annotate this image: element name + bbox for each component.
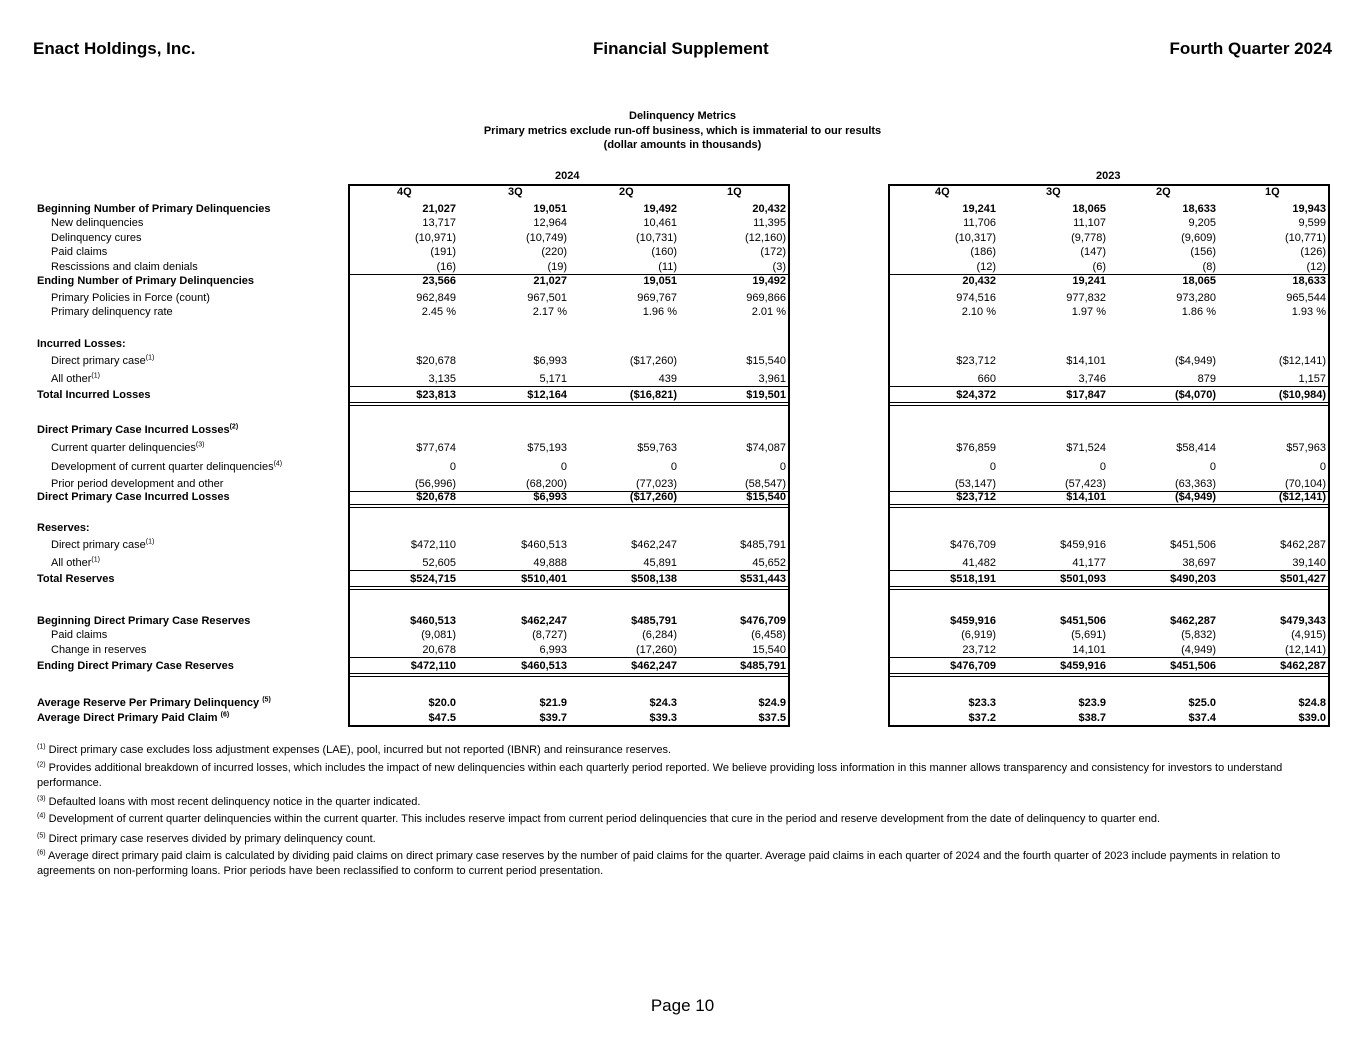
table-cell: 52,605	[422, 557, 456, 569]
table-cell: (147)	[1080, 246, 1106, 258]
table-cell: 0	[779, 461, 786, 473]
table-cell: $37.5	[758, 712, 786, 724]
row-label: Average Direct Primary Paid Claim $^{(6)}$	[37, 711, 230, 724]
table-cell: $23.9	[1078, 697, 1106, 709]
row-label: Direct Primary Case Incurred Losses$^{(2)}$	[37, 423, 239, 436]
table-cell: 45,652	[752, 557, 786, 569]
row-label: Reserves:	[37, 522, 90, 534]
footnote-marker: (1)	[91, 372, 100, 380]
table-cell: (186)	[970, 246, 996, 258]
table-cell: $462,247	[631, 539, 677, 551]
footnote: $^{(3)}$ Defaulted loans with most recent delinquency notice in the quarter indicated.	[37, 795, 421, 808]
table-cell: $71,524	[1066, 442, 1106, 454]
footnote-marker: (6)	[220, 711, 230, 719]
table-cell: (9,609)	[1181, 232, 1216, 244]
table-cell: 13,717	[422, 217, 456, 229]
row-label: Rescissions and claim denials	[51, 261, 198, 273]
table-cell: $39.7	[539, 712, 567, 724]
table-cell: (4,915)	[1291, 629, 1326, 641]
table-cell: $518,191	[950, 573, 996, 585]
table-cell: $59,763	[637, 442, 677, 454]
table-cell: 41,177	[1072, 557, 1106, 569]
table-cell: $510,401	[521, 573, 567, 585]
table-cell: (12,160)	[745, 232, 786, 244]
table-cell: $23,712	[956, 355, 996, 367]
table-cell: 19,943	[1292, 203, 1326, 215]
table-cell: 3,746	[1078, 373, 1106, 385]
table-cell: ($4,949)	[1175, 355, 1216, 367]
table-cell: 2.45 %	[421, 306, 456, 318]
table-cell: 19,492	[643, 203, 677, 215]
table-cell: $25.0	[1188, 697, 1216, 709]
table-cell: (8)	[1202, 261, 1216, 273]
table-cell: ($12,141)	[1278, 491, 1326, 503]
table-cell: 10,461	[643, 217, 677, 229]
table-cell: (10,971)	[415, 232, 456, 244]
row-label: Development of current quarter delinquencies$^{(4)}$	[51, 460, 283, 473]
table-cell: (10,749)	[526, 232, 567, 244]
table-cell: 977,832	[1066, 292, 1106, 304]
quarter-header: 2Q	[1156, 186, 1171, 198]
table-cell: $531,443	[740, 573, 786, 585]
year-header-2024: 2024	[555, 170, 580, 182]
row-underline	[890, 657, 1328, 658]
row-label: Ending Number of Primary Delinquencies	[37, 275, 254, 287]
table-cell: 2.10 %	[961, 306, 996, 318]
table-cell: 439	[658, 373, 677, 385]
table-cell: 1,157	[1298, 373, 1326, 385]
table-cell: 12,964	[533, 217, 567, 229]
table-cell: $508,138	[631, 573, 677, 585]
table-cell: 11,706	[963, 217, 996, 229]
table-cell: ($10,984)	[1278, 389, 1326, 401]
table-cell: 0	[1099, 461, 1106, 473]
table-cell: 38,697	[1182, 557, 1216, 569]
row-label: Ending Direct Primary Case Reserves	[37, 660, 234, 672]
table-cell: $20,678	[416, 355, 456, 367]
table-cell: $39.3	[649, 712, 677, 724]
table-cell: $476,709	[950, 539, 996, 551]
table-cell: 41,482	[962, 557, 996, 569]
footnote-marker: (1)	[91, 556, 100, 564]
table-cell: $47.5	[428, 712, 456, 724]
table-cell: $15,540	[746, 491, 786, 503]
table-cell: 20,432	[962, 275, 996, 287]
table-cell: 660	[977, 373, 996, 385]
table-cell: ($17,260)	[629, 491, 677, 503]
footnote: $^{(4)}$ Development of current quarter delinquencies within the current quarter. This includes reserve impact from current period delinquencies that cure in the period and reserve development from the date of delinquency to quarter end.	[37, 812, 1161, 825]
table-cell: 0	[1319, 461, 1326, 473]
table-cell: (63,363)	[1175, 478, 1216, 490]
row-label: Primary Policies in Force (count)	[51, 292, 210, 304]
table-cell: (191)	[430, 246, 456, 258]
table-cell: (12,141)	[1285, 644, 1326, 656]
table-cell: 1.96 %	[642, 306, 677, 318]
table-cell: $476,709	[740, 615, 786, 627]
footnote-marker: (1)	[145, 354, 155, 362]
table-cell: (70,104)	[1285, 478, 1326, 490]
table-cell: $490,203	[1170, 573, 1216, 585]
table-cell: (5,691)	[1071, 629, 1106, 641]
table-cell: 45,891	[643, 557, 677, 569]
table-cell: $24,372	[956, 389, 996, 401]
table-cell: $21.9	[539, 697, 567, 709]
table-cell: 19,492	[752, 275, 786, 287]
table-cell: 5,171	[539, 373, 567, 385]
table-cell: 21,027	[422, 203, 456, 215]
quarter-header: 1Q	[1265, 186, 1280, 198]
table-cell: $74,087	[746, 442, 786, 454]
table-cell: $24.3	[649, 697, 677, 709]
table-cell: (77,023)	[636, 478, 677, 490]
row-label: Direct primary case$^{(1)}$	[51, 538, 155, 551]
table-cell: $14,101	[1066, 491, 1106, 503]
footnote: $^{(6)}$ Average direct primary paid claim is calculated by dividing paid claims on direct primary case reserves by the number of paid claims for the quarter. Average paid claims in each quarter of 2024 and the fourth quarter of 2023 include payments in relation to agreements on non-performing loans. Prior periods have been reclassified to conform to current period presentation.	[37, 849, 1281, 877]
table-cell: 6,993	[539, 644, 567, 656]
table-cell: (220)	[541, 246, 567, 258]
table-cell: $451,506	[1170, 539, 1216, 551]
table-cell: $472,110	[410, 660, 456, 672]
table-cell: $76,859	[956, 442, 996, 454]
quarter-header: 4Q	[397, 186, 412, 198]
table-cell: (10,317)	[955, 232, 996, 244]
table-cell: (12)	[976, 261, 996, 273]
table-cell: ($4,949)	[1175, 491, 1216, 503]
table-cell: 973,280	[1176, 292, 1216, 304]
row-underline	[890, 673, 1328, 677]
table-cell: (156)	[1190, 246, 1216, 258]
table-cell: 11,107	[1073, 217, 1106, 229]
table-cell: $459,916	[1060, 539, 1106, 551]
table-cell: 39,140	[1292, 557, 1326, 569]
table-cell: 1.93 %	[1291, 306, 1326, 318]
table-cell: 18,633	[1292, 275, 1326, 287]
table-cell: (6,284)	[642, 629, 677, 641]
table-cell: 18,633	[1182, 203, 1216, 215]
row-underline	[890, 570, 1328, 571]
table-cell: (6)	[1092, 261, 1106, 273]
table-cell: 19,051	[533, 203, 567, 215]
row-label: Beginning Direct Primary Case Reserves	[37, 615, 251, 627]
table-cell: $75,193	[527, 442, 567, 454]
table-cell: 23,712	[962, 644, 996, 656]
row-underline	[350, 586, 788, 590]
table-cell: 962,849	[416, 292, 456, 304]
quarter-header: 1Q	[727, 186, 742, 198]
table-cell: $37.4	[1188, 712, 1216, 724]
table-cell: $501,427	[1280, 573, 1326, 585]
table-cell: $24.9	[758, 697, 786, 709]
row-underline	[350, 570, 788, 571]
row-underline	[890, 386, 1328, 387]
table-cell: $460,513	[410, 615, 456, 627]
table-cell: $23.3	[968, 697, 996, 709]
year-header-2023: 2023	[1096, 170, 1121, 182]
footnote-marker: (3)	[37, 795, 46, 803]
table-cell: $462,247	[631, 660, 677, 672]
row-label: Delinquency cures	[51, 232, 142, 244]
footnote-marker: (1)	[37, 743, 46, 751]
table-cell: $58,414	[1176, 442, 1216, 454]
table-cell: $14,101	[1066, 355, 1106, 367]
table-cell: $462,287	[1170, 615, 1216, 627]
table-cell: $485,791	[740, 660, 786, 672]
table-cell: (11)	[658, 261, 677, 273]
table-cell: (3)	[772, 261, 786, 273]
row-underline	[350, 504, 788, 508]
table-cell: 969,866	[746, 292, 786, 304]
row-underline	[890, 586, 1328, 590]
section-units: (dollar amounts in thousands)	[603, 139, 762, 151]
table-cell: 11,395	[753, 217, 786, 229]
footnote-marker: (6)	[37, 849, 46, 857]
table-cell: (53,147)	[955, 478, 996, 490]
table-cell: 2.01 %	[751, 306, 786, 318]
section-title: Delinquency Metrics	[629, 110, 736, 122]
company-name: Enact Holdings, Inc.	[33, 39, 196, 58]
table-cell: (12)	[1306, 261, 1326, 273]
table-cell: (9,081)	[421, 629, 456, 641]
table-cell: 49,888	[533, 557, 567, 569]
table-cell: $451,506	[1170, 660, 1216, 672]
table-cell: $501,093	[1060, 573, 1106, 585]
table-cell: $38.7	[1078, 712, 1106, 724]
table-cell: (160)	[651, 246, 677, 258]
table-cell: (17,260)	[636, 644, 677, 656]
page-number: Page 10	[650, 996, 715, 1015]
table-cell: 1.97 %	[1071, 306, 1106, 318]
table-cell: (16)	[436, 261, 456, 273]
footnote-marker: (4)	[37, 812, 46, 820]
footnote-marker: (3)	[195, 441, 205, 449]
footnote-marker: (2)	[229, 423, 239, 431]
table-cell: $77,674	[416, 442, 456, 454]
table-cell: 0	[989, 461, 996, 473]
table-cell: 974,516	[956, 292, 996, 304]
footnote-marker: (5)	[37, 832, 46, 840]
table-cell: $462,247	[521, 615, 567, 627]
table-cell: 0	[560, 461, 567, 473]
row-label: Total Incurred Losses	[37, 389, 151, 401]
row-label: Current quarter delinquencies$^{(3)}$	[51, 441, 205, 454]
footnote: $^{(1)}$ Direct primary case excludes loss adjustment expenses (LAE), pool, incurred but not reported (IBNR) and reinsurance reserves.	[37, 743, 672, 756]
table-cell: $20,678	[416, 491, 456, 503]
table-cell: $459,916	[1060, 660, 1106, 672]
table-cell: 19,051	[643, 275, 677, 287]
section-subtitle: Primary metrics exclude run-off business, which is immaterial to our results	[483, 124, 882, 137]
table-cell: 20,678	[422, 644, 456, 656]
table-cell: $23,813	[416, 389, 456, 401]
table-cell: 0	[1209, 461, 1216, 473]
table-cell: 14,101	[1072, 644, 1106, 656]
table-cell: ($17,260)	[629, 355, 677, 367]
table-cell: $485,791	[740, 539, 786, 551]
table-cell: $472,110	[410, 539, 456, 551]
row-label: All other$^{(1)}$	[51, 372, 100, 385]
table-cell: ($12,141)	[1278, 355, 1326, 367]
table-cell: 3,961	[758, 373, 786, 385]
table-cell: 879	[1197, 373, 1216, 385]
table-cell: 965,544	[1286, 292, 1326, 304]
row-underline	[350, 402, 788, 406]
table-cell: 23,566	[422, 275, 456, 287]
report-period: Fourth Quarter 2024	[1169, 39, 1332, 58]
table-cell: 18,065	[1072, 203, 1106, 215]
table-cell: (4,949)	[1181, 644, 1216, 656]
row-underline	[350, 274, 788, 275]
row-label: All other$^{(1)}$	[51, 556, 100, 569]
table-cell: 18,065	[1182, 275, 1216, 287]
table-cell: ($16,821)	[629, 389, 677, 401]
quarter-header: 4Q	[935, 186, 950, 198]
document-title: Financial Supplement	[593, 39, 769, 58]
table-cell: $23,712	[956, 491, 996, 503]
row-label: Change in reserves	[51, 644, 147, 656]
table-cell: 3,135	[428, 373, 456, 385]
table-cell: 9,599	[1298, 217, 1326, 229]
table-cell: 2.17 %	[532, 306, 567, 318]
row-label: Total Reserves	[37, 573, 115, 585]
quarter-header: 3Q	[1046, 186, 1061, 198]
table-cell: $6,993	[533, 491, 567, 503]
row-label: Paid claims	[51, 629, 108, 641]
table-block-2024	[348, 184, 790, 727]
table-cell: ($4,070)	[1175, 389, 1216, 401]
table-cell: (10,771)	[1285, 232, 1326, 244]
footnote: $^{(2)}$ Provides additional breakdown of incurred losses, which includes the impact of new delinquencies within each quarterly period reported. We believe providing loss information in this manner allows transparency and consistency for investors to understand performance.	[37, 761, 1283, 789]
table-cell: $462,287	[1280, 660, 1326, 672]
row-label: New delinquencies	[51, 217, 144, 229]
table-cell: 15,540	[752, 644, 786, 656]
footnote: $^{(5)}$ Direct primary case reserves divided by primary delinquency count.	[37, 832, 376, 845]
table-cell: (8,727)	[532, 629, 567, 641]
table-cell: $57,963	[1286, 442, 1326, 454]
table-cell: 20,432	[752, 203, 786, 215]
table-cell: (68,200)	[526, 478, 567, 490]
table-cell: (172)	[760, 246, 786, 258]
table-cell: (6,919)	[961, 629, 996, 641]
table-cell: 967,501	[527, 292, 567, 304]
table-cell: $460,513	[521, 539, 567, 551]
table-cell: $485,791	[631, 615, 677, 627]
table-cell: $24.8	[1298, 697, 1326, 709]
row-label: Primary delinquency rate	[51, 306, 173, 318]
table-cell: $459,916	[950, 615, 996, 627]
table-cell: $460,513	[521, 660, 567, 672]
footnote-marker: (2)	[37, 761, 46, 769]
footnote-marker: (4)	[273, 460, 283, 468]
row-underline	[890, 402, 1328, 406]
quarter-header: 3Q	[508, 186, 523, 198]
table-cell: (126)	[1300, 246, 1326, 258]
row-label: Average Reserve Per Primary Delinquency $^{(5)}$	[37, 696, 271, 709]
table-cell: $37.2	[968, 712, 996, 724]
table-cell: (19)	[547, 261, 567, 273]
section-titles	[0, 109, 1365, 153]
table-cell: 21,027	[533, 275, 567, 287]
table-cell: (9,778)	[1071, 232, 1106, 244]
row-label: Direct primary case$^{(1)}$	[51, 354, 155, 367]
row-label: Direct Primary Case Incurred Losses	[37, 491, 230, 503]
table-cell: (5,832)	[1181, 629, 1216, 641]
table-cell: (58,547)	[745, 478, 786, 490]
table-cell: $524,715	[410, 573, 456, 585]
row-underline	[890, 274, 1328, 275]
table-cell: 0	[449, 461, 456, 473]
table-cell: $39.0	[1298, 712, 1326, 724]
row-underline	[350, 657, 788, 658]
table-cell: 1.86 %	[1181, 306, 1216, 318]
row-label: Incurred Losses:	[37, 338, 126, 350]
table-cell: (56,996)	[415, 478, 456, 490]
footnote-marker: (5)	[262, 696, 271, 704]
row-underline	[350, 386, 788, 387]
row-label: Prior period development and other	[51, 478, 224, 490]
table-cell: 0	[670, 461, 677, 473]
row-label: Paid claims	[51, 246, 108, 258]
table-cell: $462,287	[1280, 539, 1326, 551]
table-cell: $20.0	[428, 697, 456, 709]
table-cell: (6,458)	[751, 629, 786, 641]
row-underline	[890, 504, 1328, 508]
table-cell: (57,423)	[1065, 478, 1106, 490]
row-label: Beginning Number of Primary Delinquencies	[37, 203, 271, 215]
table-cell: 19,241	[1072, 275, 1106, 287]
table-cell: 19,241	[962, 203, 996, 215]
table-cell: $12,164	[527, 389, 567, 401]
table-cell: $17,847	[1066, 389, 1106, 401]
table-cell: 969,767	[637, 292, 677, 304]
table-cell: $6,993	[533, 355, 567, 367]
table-cell: $451,506	[1060, 615, 1106, 627]
table-cell: $479,343	[1280, 615, 1326, 627]
table-cell: $15,540	[746, 355, 786, 367]
table-cell: (10,731)	[636, 232, 677, 244]
row-underline	[350, 673, 788, 677]
table-cell: $19,501	[746, 389, 786, 401]
table-block-2023	[888, 184, 1330, 727]
footnote-marker: (1)	[145, 538, 155, 546]
quarter-header: 2Q	[619, 186, 634, 198]
table-cell: $476,709	[950, 660, 996, 672]
table-cell: 9,205	[1188, 217, 1216, 229]
